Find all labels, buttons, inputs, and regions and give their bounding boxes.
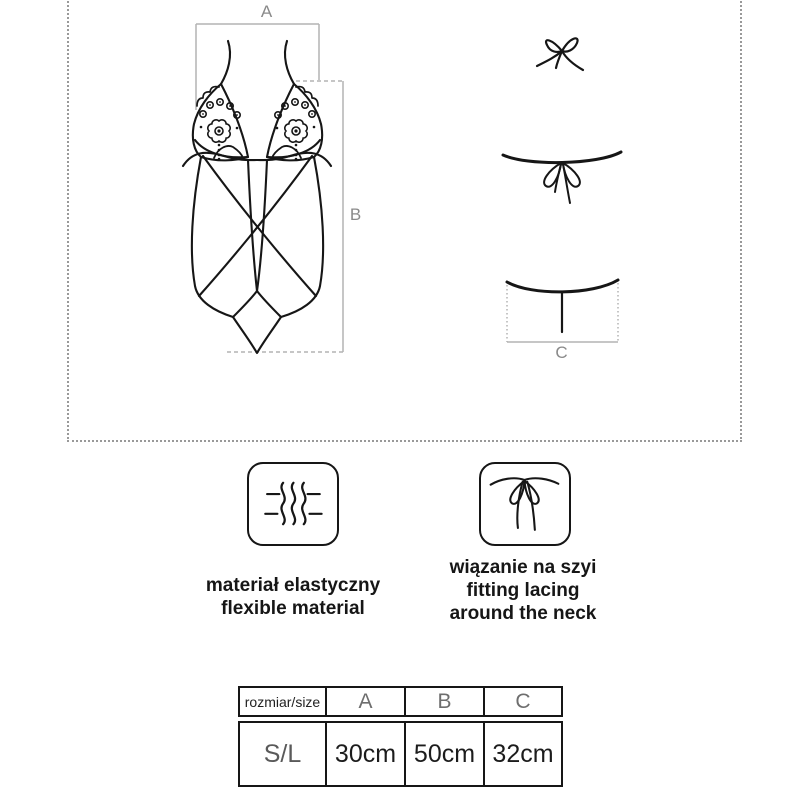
- neckline-lacing-drawing: [503, 152, 621, 203]
- size-table-cell-a: 30cm: [325, 723, 404, 785]
- size-table-cell-c: 32cm: [483, 723, 561, 785]
- caption-line: fitting lacing: [466, 580, 580, 601]
- size-table-cell-size: S/L: [263, 739, 302, 768]
- neck-lacing-caption: [450, 556, 597, 625]
- measure-label-c: C: [555, 343, 569, 362]
- size-table-cell-b: 50cm: [404, 723, 483, 785]
- left-cup-lace-decor: [200, 99, 241, 161]
- elastic-material-caption: [206, 574, 380, 620]
- neck-lacing-glyph: [481, 464, 568, 543]
- elastic-material-glyph: [249, 464, 336, 543]
- size-table-header-cell-c: C: [483, 688, 561, 715]
- bodysuit-drawing: [183, 41, 331, 353]
- measure-label-a: A: [260, 2, 274, 21]
- measurement-box-b: [226, 81, 343, 352]
- right-cup-lace-decor: [275, 99, 316, 161]
- caption-line: materiał elastyczny: [205, 575, 381, 596]
- size-table-header: [238, 686, 563, 717]
- size-table-header-cell-label: rozmiar/size: [244, 693, 321, 710]
- caption-line: flexible material: [221, 598, 365, 619]
- neck-lacing-icon: [479, 462, 571, 546]
- caption-line: around the neck: [449, 603, 597, 624]
- size-table-header-cell-b: B: [404, 688, 483, 715]
- caption-line: wiązanie na szyi: [449, 557, 597, 578]
- measure-label-b: B: [349, 205, 363, 224]
- elastic-material-icon: [247, 462, 339, 546]
- measurement-box-a: [196, 24, 319, 110]
- halter-tie-bow-drawing: [537, 38, 583, 70]
- size-table-header-cell-a: A: [325, 688, 404, 715]
- size-table-row: [238, 721, 563, 787]
- bottom-piece-drawing: [507, 280, 618, 342]
